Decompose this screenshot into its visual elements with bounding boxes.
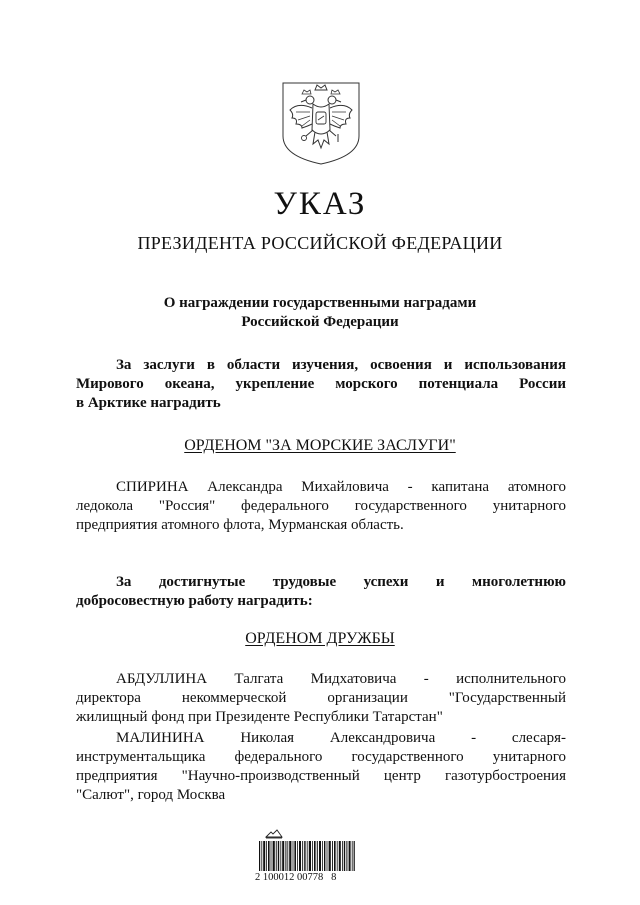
decree-subtitle: ПРЕЗИДЕНТА РОССИЙСКОЙ ФЕДЕРАЦИИ — [137, 233, 503, 253]
section2-intro — [76, 573, 566, 611]
recipient-line: АБДУЛЛИНА Талгата Мидхатовича - исполнительного — [116, 671, 566, 687]
barcode-number: 2 100012 00778 8 — [255, 872, 337, 883]
intro-line: Мирового океана, укрепление морского потенциала России — [76, 376, 566, 392]
recipient-line: директора некоммерческой организации "Государственный — [76, 690, 566, 706]
subject-line: О награждении государственными наградами — [163, 295, 477, 311]
recipient-line: инструментальщика федерального государственного унитарного — [76, 749, 566, 765]
intro-line: в Арктике наградить — [76, 395, 221, 411]
intro-line: За достигнутые трудовые успехи и многолетнюю — [116, 574, 566, 590]
barcode-icon — [259, 841, 355, 871]
order-heading-friendship: ОРДЕНОМ ДРУЖБЫ — [245, 630, 395, 647]
section1-intro — [76, 356, 566, 413]
subject-line: Российской Федерации — [241, 314, 399, 330]
recipient-entry — [76, 729, 566, 805]
recipient-line: ледокола "Россия" федерального государственного унитарного — [76, 498, 566, 514]
recipient-line: предприятия атомного флота, Мурманская область. — [76, 517, 404, 533]
order-heading-sea-merit: ОРДЕНОМ "ЗА МОРСКИЕ ЗАСЛУГИ" — [184, 437, 456, 454]
document-barcode — [255, 829, 375, 885]
recipient-line: "Салют", город Москва — [76, 787, 226, 803]
recipient-line: жилищный фонд при Президенте Республики Татарстан" — [76, 709, 443, 725]
intro-line: добросовестную работу наградить: — [76, 593, 313, 609]
recipient-line: предприятия "Научно-производственный центр газотурбостроения — [76, 768, 566, 784]
coat-of-arms-emblem — [280, 80, 362, 166]
recipient-entry — [76, 670, 566, 727]
recipient-line: МАЛИНИНА Николая Александровича - слесаря- — [116, 730, 566, 746]
decree-subject — [0, 294, 640, 332]
decree-title: УКАЗ — [273, 186, 367, 222]
recipient-entry — [76, 478, 566, 535]
registry-mark-icon — [265, 829, 283, 839]
intro-line: За заслуги в области изучения, освоения и использования — [116, 357, 566, 373]
recipient-line: СПИРИНА Александра Михайловича - капитана атомного — [116, 479, 566, 495]
